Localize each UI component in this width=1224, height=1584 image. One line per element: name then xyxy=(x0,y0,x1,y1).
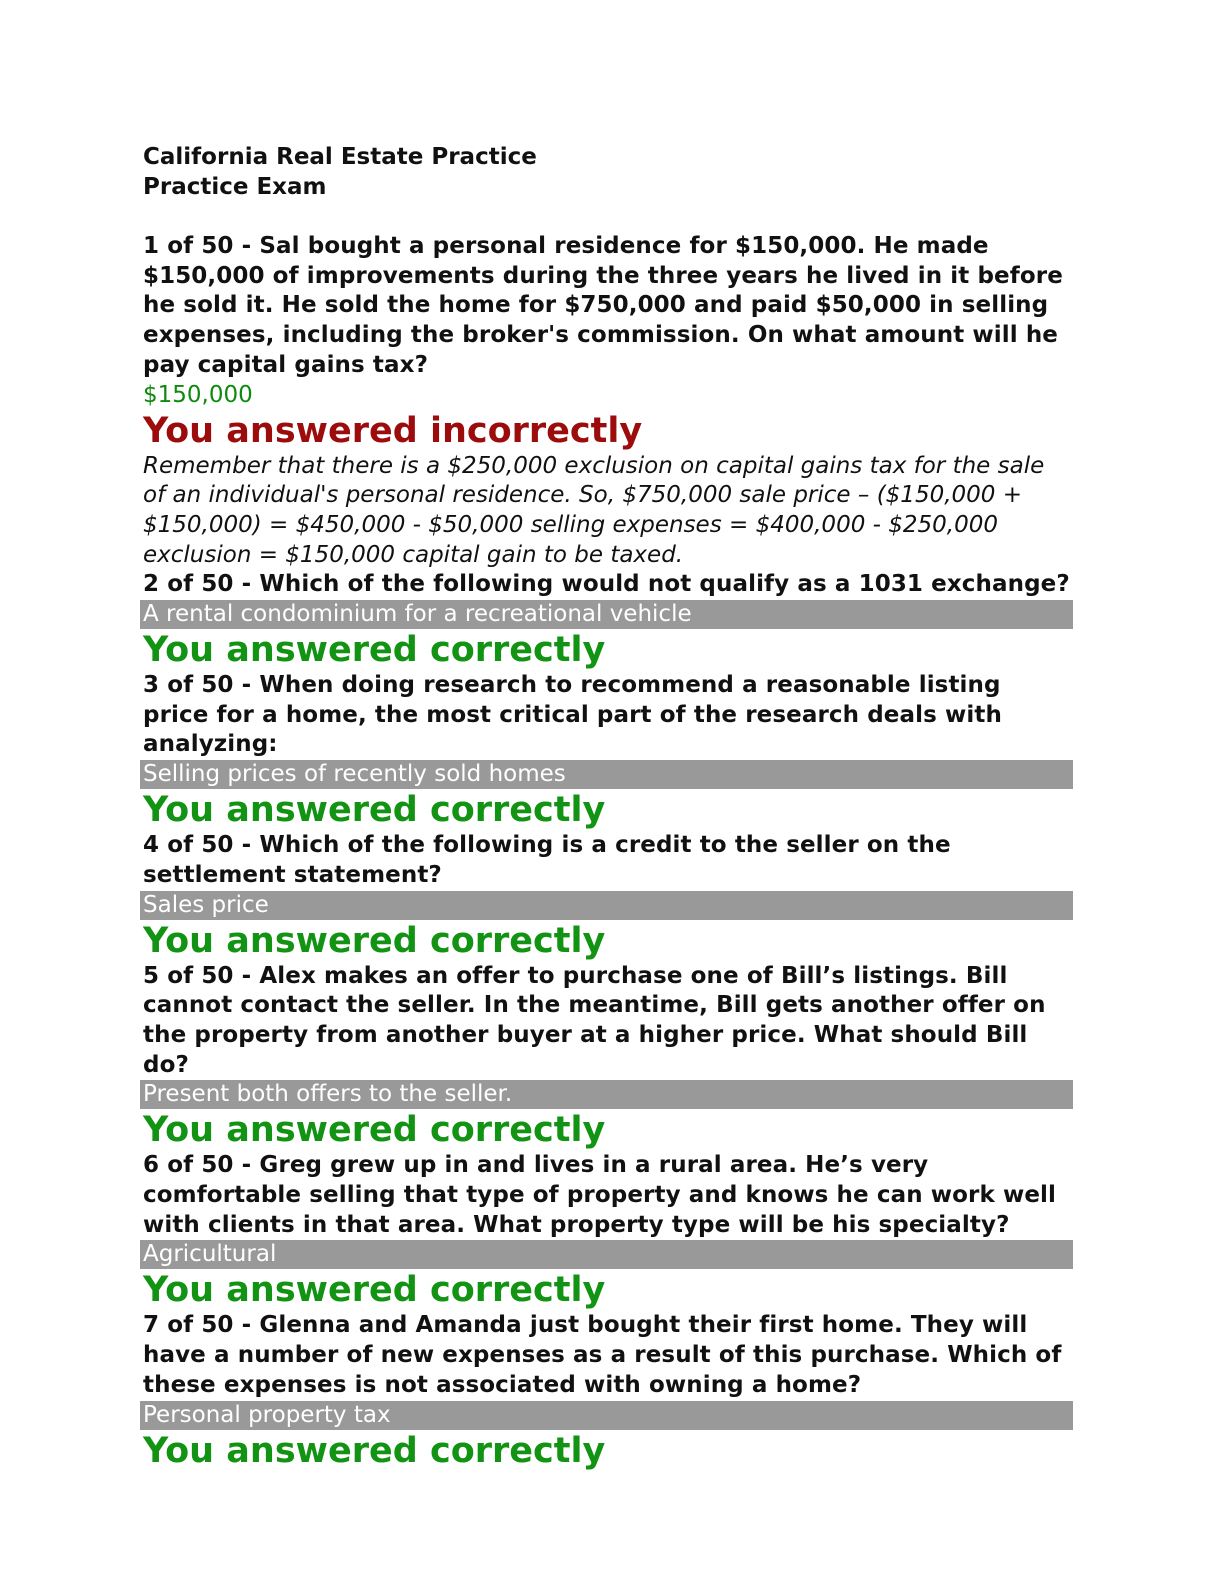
question-block-1 xyxy=(143,232,1073,570)
question-block-5 xyxy=(143,962,1073,1152)
question-block-3 xyxy=(143,671,1073,831)
selected-answer: $150,000 xyxy=(143,381,253,408)
result-correct: You answered correctly xyxy=(143,1110,606,1151)
selected-answer: Personal property tax xyxy=(140,1401,1073,1430)
result-correct: You answered correctly xyxy=(143,630,606,671)
question-block-7 xyxy=(143,1311,1073,1471)
result-correct: You answered correctly xyxy=(143,790,606,831)
question-text: 1 of 50 - Sal bought a personal residence for $150,000. He made $150,000 of improvements during the three years he lived in it before he sold it. He sold the home for $750,000 and paid $50,000 in selling expenses, including the broker's commission. On what amount will he pay capital gains tax? xyxy=(143,233,1063,378)
result-correct: You answered correctly xyxy=(143,920,606,961)
exam-page xyxy=(143,142,1073,1472)
question-text: 5 of 50 - Alex makes an offer to purchase one of Bill’s listings. Bill cannot contact the seller. In the meantime, Bill gets another offer on the property from another buyer at a higher price. What should Bill do? xyxy=(143,962,1046,1078)
question-text: 7 of 50 - Glenna and Amanda just bought their first home. They will have a number of new expenses as a result of this purchase. Which of these expenses is not associated with owning a home? xyxy=(143,1312,1062,1398)
document-subtitle: Practice Exam xyxy=(143,174,327,200)
selected-answer: Agricultural xyxy=(140,1240,1073,1269)
question-text: 2 of 50 - Which of the following would not qualify as a 1031 exchange? xyxy=(143,571,1070,598)
selected-answer: Sales price xyxy=(140,891,1073,920)
question-block-2 xyxy=(143,570,1073,671)
result-correct: You answered correctly xyxy=(143,1270,606,1311)
answer-explanation: Remember that there is a $250,000 exclusion on capital gains tax for the sale of an individual's personal residence. So, $750,000 sale price – ($150,000 + $150,000) = $450,000 - $50,000 selling expenses = $400,000 - $250,000 exclusion = $150,000 capital gain to be taxed. xyxy=(143,452,1045,568)
question-block-6 xyxy=(143,1151,1073,1311)
selected-answer: Selling prices of recently sold homes xyxy=(140,760,1073,789)
document-title: California Real Estate Practice xyxy=(143,144,537,170)
question-text: 4 of 50 - Which of the following is a credit to the seller on the settlement statement? xyxy=(143,832,951,888)
question-text: 3 of 50 - When doing research to recommend a reasonable listing price for a home, the most critical part of the research deals with analyzing: xyxy=(143,672,1002,758)
result-incorrect: You answered incorrectly xyxy=(143,410,643,451)
selected-answer: A rental condominium for a recreational vehicle xyxy=(140,600,1073,629)
question-block-4 xyxy=(143,831,1073,961)
title-spacer xyxy=(143,202,1073,232)
selected-answer: Present both offers to the seller. xyxy=(140,1080,1073,1109)
result-correct: You answered correctly xyxy=(143,1430,606,1471)
question-text: 6 of 50 - Greg grew up in and lives in a rural area. He’s very comfortable selling that type of property and knows he can work well with clients in that area. What property type will be his specialty? xyxy=(143,1152,1056,1238)
